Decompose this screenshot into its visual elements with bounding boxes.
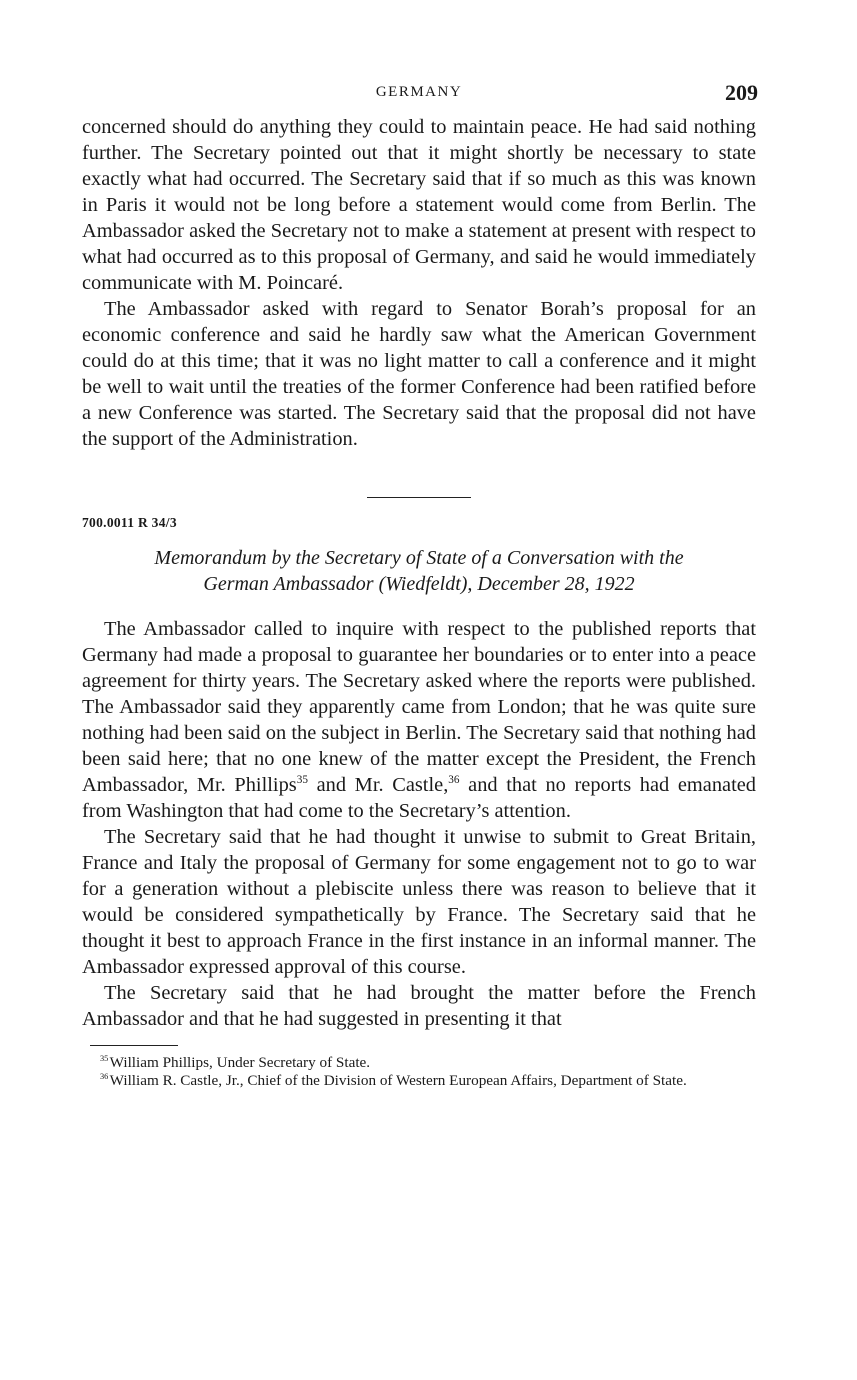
body-paragraph-1-text-a: The Ambassador called to inquire with respect to the published reports that Germany had made a proposal to guarantee her boundaries or to enter into a peace agreement for thirty years. The Secretary asked where the reports were published. The Ambassador said they apparently came from London; that he was quite sure nothing had been said on the subject in Berlin. The Secretary said that nothing had been said here; that no one knew of the matter except the President, the French Ambassador, Mr. Phillips xyxy=(82,618,756,796)
footnote-marker: 35 xyxy=(100,1053,109,1063)
file-number: 700.0011 R 34/3 xyxy=(82,515,177,530)
document-title-line-1: Memorandum by the Secretary of State of a Conversation with the xyxy=(154,547,684,569)
continued-paragraph: concerned should do anything they could to maintain peace. He had said nothing further. The Secretary pointed out that it might shortly be necessary to state exactly what had occurred. The Secretary said that if so much as this was known in Paris it would not be long before a statement would come from Berlin. The Ambassador asked the Secretary not to make a statement at present with respect to what had occurred as to this proposal of Germany, and said he would immediately communicate with M. Poincaré. xyxy=(82,116,756,294)
footnote-text: William R. Castle, Jr., Chief of the Division of Western European Affairs, Department of State. xyxy=(109,1072,687,1089)
document-title-line-2: German Ambassador (Wiedfeldt), December 28, 1922 xyxy=(203,573,635,595)
section-divider xyxy=(367,497,471,498)
borah-proposal-paragraph: The Ambassador asked with regard to Senator Borah’s proposal for an economic conference and said he hardly saw what the American Government could do at this time; that it was no light matter to call a conference and it might be well to wait until the treaties of the former Conference had been ratified before a new Conference was started. The Secretary said that the proposal did not have the support of the Administration. xyxy=(82,298,756,450)
footnote-reference-36[interactable]: 36 xyxy=(448,774,460,787)
document-page xyxy=(82,80,756,1090)
running-header xyxy=(82,80,756,114)
document-title xyxy=(82,545,756,597)
footnote-marker: 36 xyxy=(100,1071,109,1081)
body-paragraph-1 xyxy=(82,616,756,824)
body-paragraph-3: The Secretary said that he had brought the matter before the French Ambassador and that he had suggested in presenting it that xyxy=(82,982,756,1030)
body-paragraph-2: The Secretary said that he had thought it unwise to submit to Great Britain, France and Italy the proposal of Germany for some engagement not to go to war for a generation without a plebiscite unless there was reason to believe that it would be considered sympathetically by France. The Secretary said that he thought it best to approach France in the first instance in an informal manner. The Ambassador expressed approval of this course. xyxy=(82,826,756,978)
footnote-reference-35[interactable]: 35 xyxy=(296,774,308,787)
body-paragraph-1-text-b: and Mr. Castle, xyxy=(307,774,449,796)
footnote-35 xyxy=(82,1054,756,1072)
footnotes xyxy=(82,1054,756,1090)
footnote-text: William Phillips, Under Secretary of State. xyxy=(109,1054,371,1071)
running-title: GERMANY xyxy=(375,84,463,100)
document-body xyxy=(82,616,756,1032)
body-paragraph-1-text-c: and that no reports had emanated from Washington that had come to the Secretary’s attention. xyxy=(82,774,756,822)
footnote-36 xyxy=(82,1072,756,1090)
footnote-divider xyxy=(90,1045,178,1046)
page-number: 209 xyxy=(725,80,758,105)
